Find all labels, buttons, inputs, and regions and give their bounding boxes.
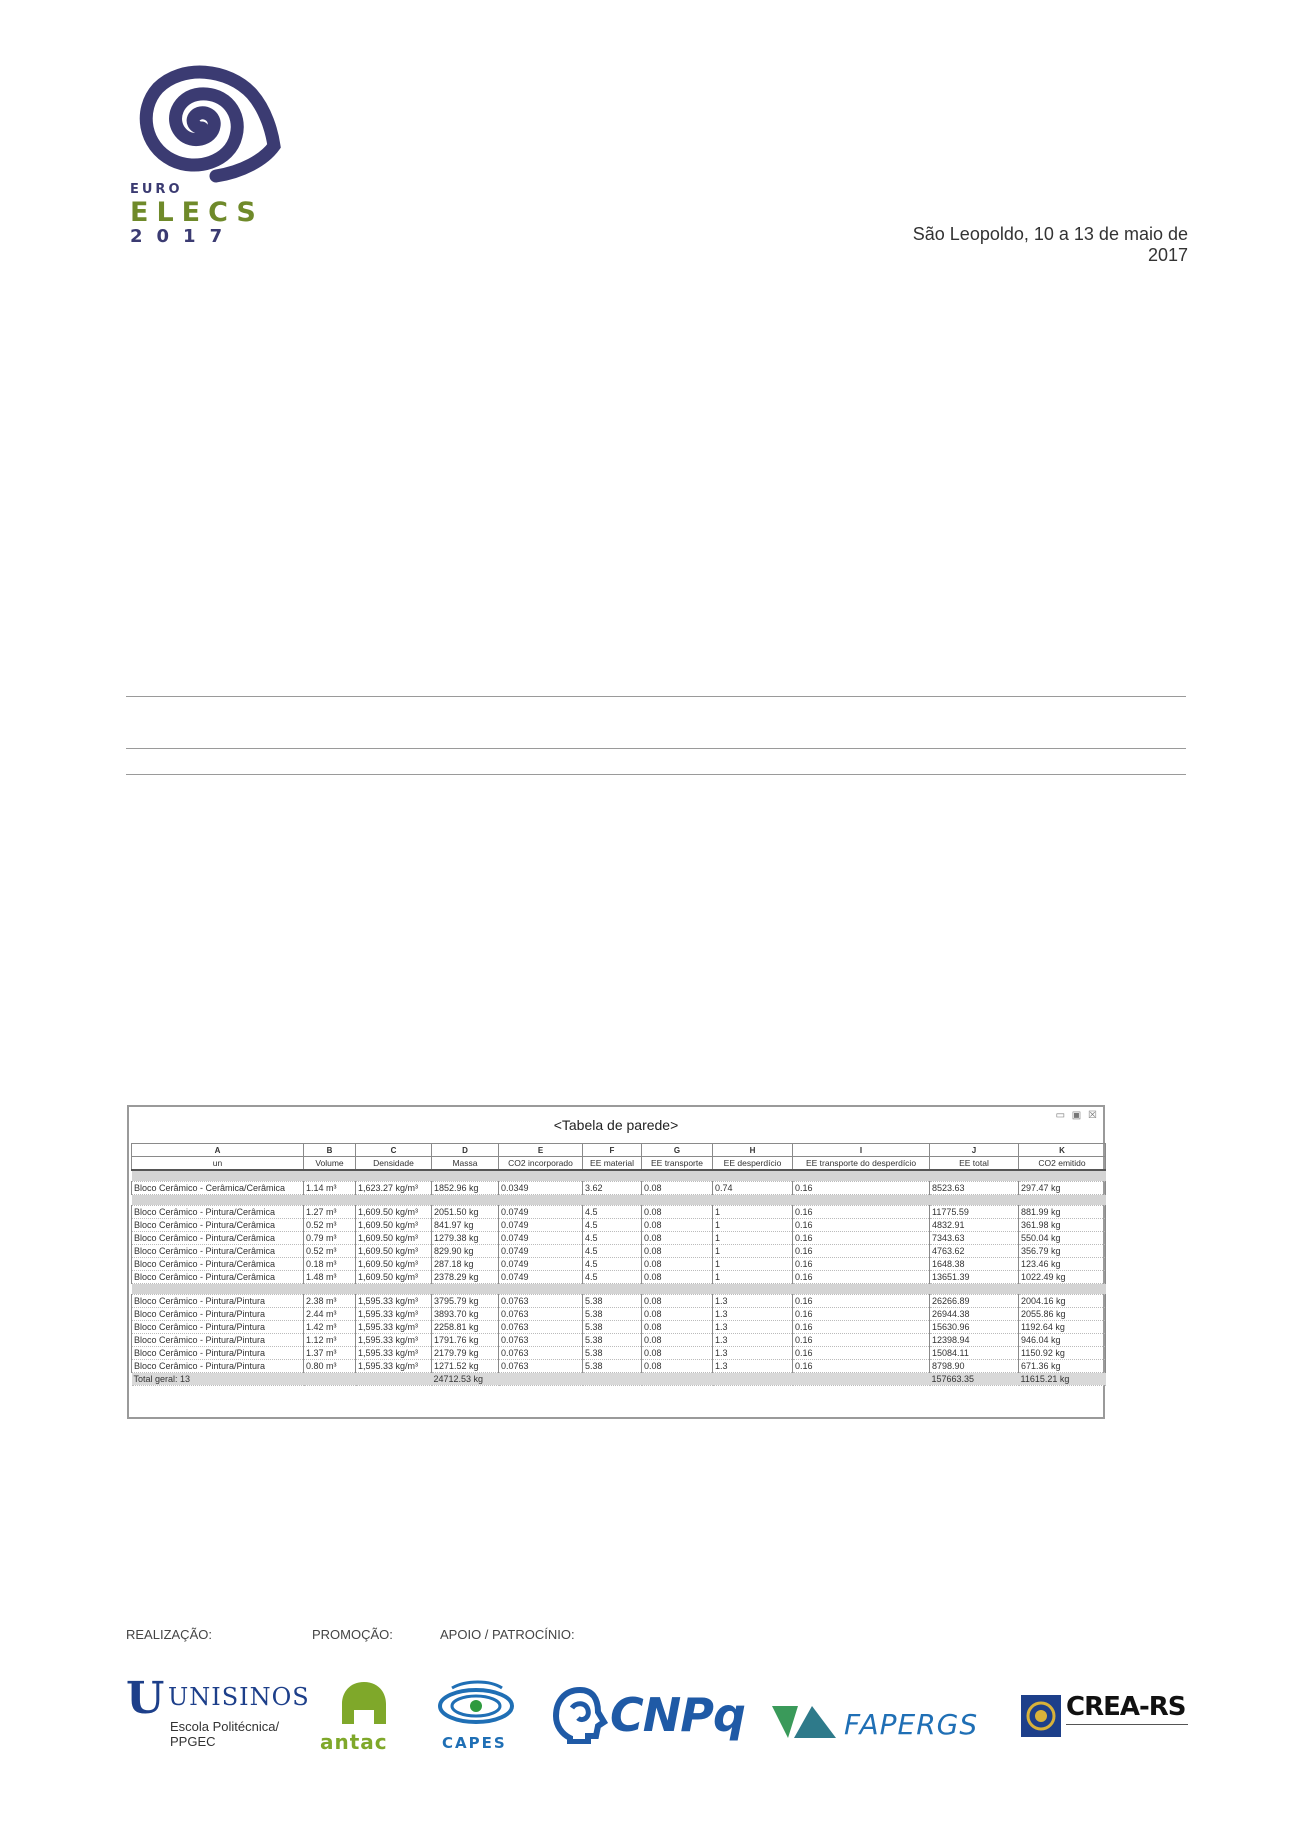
window-controls-icon[interactable]: ▭ ▣ ☒ <box>1055 1110 1099 1121</box>
table-cell: 1,609.50 kg/m³ <box>356 1219 432 1232</box>
table-cell: 0.08 <box>642 1334 713 1347</box>
column-letter: G <box>642 1144 713 1157</box>
table-cell: 2378.29 kg <box>432 1271 499 1284</box>
table-row <box>132 1347 1106 1360</box>
table-cell: 1,609.50 kg/m³ <box>356 1206 432 1219</box>
table-cell: 1 <box>713 1232 793 1245</box>
table-cell: 0.08 <box>642 1321 713 1334</box>
table-cell: 2258.81 kg <box>432 1321 499 1334</box>
column-letter: F <box>583 1144 642 1157</box>
group-separator-cell <box>132 1195 1106 1206</box>
table-cell: 3893.70 kg <box>432 1308 499 1321</box>
total-cell <box>499 1373 583 1386</box>
label-promocao: PROMOÇÃO: <box>312 1627 393 1642</box>
table-cell: 1.14 m³ <box>304 1182 356 1195</box>
table-cell: 0.16 <box>793 1245 930 1258</box>
table-cell: 4.5 <box>583 1271 642 1284</box>
group-separator-cell <box>132 1170 1106 1182</box>
table-cell: 1.3 <box>713 1334 793 1347</box>
table-cell: Bloco Cerâmico - Pintura/Cerâmica <box>132 1258 304 1271</box>
total-cell <box>713 1373 793 1386</box>
table-cell: 1 <box>713 1271 793 1284</box>
unisinos-mark: U <box>126 1673 165 1724</box>
table-cell: 0.08 <box>642 1360 713 1373</box>
unisinos-name: UNISINOS <box>168 1683 310 1711</box>
table-header <box>132 1144 1106 1171</box>
table-cell: 15084.11 <box>930 1347 1019 1360</box>
column-letter-row <box>132 1144 1106 1157</box>
column-header: EE total <box>930 1157 1019 1171</box>
table-cell: Bloco Cerâmico - Pintura/Cerâmica <box>132 1219 304 1232</box>
column-header: un <box>132 1157 304 1171</box>
unisinos-logo <box>126 1673 310 1749</box>
table-cell: 1.37 m³ <box>304 1347 356 1360</box>
column-letter: B <box>304 1144 356 1157</box>
column-letter: E <box>499 1144 583 1157</box>
table-cell: 0.16 <box>793 1219 930 1232</box>
total-cell: Total geral: 13 <box>132 1373 304 1386</box>
capes-eye-icon <box>436 1678 516 1732</box>
table-cell: 8523.63 <box>930 1182 1019 1195</box>
table-cell: 0.52 m³ <box>304 1245 356 1258</box>
table-row <box>132 1219 1106 1232</box>
table-cell: 0.08 <box>642 1258 713 1271</box>
table-cell: 0.0763 <box>499 1308 583 1321</box>
table-cell: 1.48 m³ <box>304 1271 356 1284</box>
table-cell: 0.0749 <box>499 1206 583 1219</box>
table-cell: 13651.39 <box>930 1271 1019 1284</box>
column-letter: C <box>356 1144 432 1157</box>
table-cell: 4.5 <box>583 1258 642 1271</box>
table-cell: 0.16 <box>793 1206 930 1219</box>
column-header: EE material <box>583 1157 642 1171</box>
table-row <box>132 1295 1106 1308</box>
table-body <box>132 1170 1106 1386</box>
table-row <box>132 1308 1106 1321</box>
column-name-row <box>132 1157 1106 1171</box>
capes-logo <box>436 1678 518 1752</box>
table-cell: Bloco Cerâmico - Pintura/Pintura <box>132 1321 304 1334</box>
table-cell: 1271.52 kg <box>432 1360 499 1373</box>
group-separator <box>132 1170 1106 1182</box>
table-cell: 1,609.50 kg/m³ <box>356 1232 432 1245</box>
table-cell: Bloco Cerâmico - Pintura/Cerâmica <box>132 1206 304 1219</box>
table-cell: 1,595.33 kg/m³ <box>356 1334 432 1347</box>
crea-tagline-rule <box>1066 1724 1188 1737</box>
table-cell: 1.12 m³ <box>304 1334 356 1347</box>
table-cell: Bloco Cerâmico - Pintura/Pintura <box>132 1308 304 1321</box>
column-header: EE transporte do desperdício <box>793 1157 930 1171</box>
table-cell: 0.16 <box>793 1321 930 1334</box>
table-cell: 0.08 <box>642 1206 713 1219</box>
logo-text-year: 2017 <box>130 226 237 247</box>
table-cell: 671.36 kg <box>1019 1360 1106 1373</box>
table-row <box>132 1360 1106 1373</box>
table-cell: 0.08 <box>642 1271 713 1284</box>
table-cell: 0.16 <box>793 1258 930 1271</box>
total-row <box>132 1373 1106 1386</box>
table-cell: 0.0763 <box>499 1360 583 1373</box>
schedule-title: <Tabela de parede> <box>553 1117 679 1133</box>
table-cell: 1.3 <box>713 1360 793 1373</box>
table-cell: 946.04 kg <box>1019 1334 1106 1347</box>
column-header: Massa <box>432 1157 499 1171</box>
table-cell: 1852.96 kg <box>432 1182 499 1195</box>
table-cell: 0.0749 <box>499 1258 583 1271</box>
table-cell: 1.3 <box>713 1295 793 1308</box>
total-cell: 157663.35 <box>930 1373 1019 1386</box>
table-cell: 0.80 m³ <box>304 1360 356 1373</box>
table-cell: 2.38 m³ <box>304 1295 356 1308</box>
table-cell: 1.3 <box>713 1321 793 1334</box>
table-cell: 881.99 kg <box>1019 1206 1106 1219</box>
group-separator <box>132 1195 1106 1206</box>
table-cell: Bloco Cerâmico - Pintura/Cerâmica <box>132 1245 304 1258</box>
table-row <box>132 1334 1106 1347</box>
table-row <box>132 1206 1106 1219</box>
table-cell: 0.08 <box>642 1245 713 1258</box>
table-cell: 0.79 m³ <box>304 1232 356 1245</box>
column-header: EE transporte <box>642 1157 713 1171</box>
column-letter: J <box>930 1144 1019 1157</box>
table-cell: 5.38 <box>583 1360 642 1373</box>
table-cell: 1.3 <box>713 1308 793 1321</box>
table-cell: 297.47 kg <box>1019 1182 1106 1195</box>
table-cell: 5.38 <box>583 1308 642 1321</box>
table-cell: 5.38 <box>583 1295 642 1308</box>
column-header: EE desperdício <box>713 1157 793 1171</box>
euroelecs-logo <box>124 60 284 250</box>
total-cell <box>642 1373 713 1386</box>
unisinos-subtitle: Escola Politécnica/ <box>170 1719 280 1734</box>
table-cell: 0.0763 <box>499 1321 583 1334</box>
table-cell: 26944.38 <box>930 1308 1019 1321</box>
table-cell: 12398.94 <box>930 1334 1019 1347</box>
table-cell: Bloco Cerâmico - Cerâmica/Cerâmica <box>132 1182 304 1195</box>
table-cell: 5.38 <box>583 1321 642 1334</box>
table-cell: 1 <box>713 1258 793 1271</box>
table-cell: 0.16 <box>793 1295 930 1308</box>
column-letter: I <box>793 1144 930 1157</box>
antac-wordmark: antac <box>320 1730 388 1754</box>
table-cell: 0.0763 <box>499 1334 583 1347</box>
table-cell: 4832.91 <box>930 1219 1019 1232</box>
schedule-window <box>127 1105 1105 1419</box>
wall-schedule-table <box>131 1143 1106 1386</box>
event-date-location: São Leopoldo, 10 a 13 de maio de 2017 <box>912 224 1188 265</box>
table-cell: 0.08 <box>642 1232 713 1245</box>
table-cell: 0.16 <box>793 1232 930 1245</box>
table-cell: 0.0749 <box>499 1245 583 1258</box>
table-cell: 0.08 <box>642 1347 713 1360</box>
horizontal-rule <box>126 748 1186 749</box>
table-cell: 1022.49 kg <box>1019 1271 1106 1284</box>
table-cell: Bloco Cerâmico - Pintura/Pintura <box>132 1295 304 1308</box>
crea-rs-logo <box>1020 1692 1190 1748</box>
total-cell <box>304 1373 356 1386</box>
table-row <box>132 1182 1106 1195</box>
spiral-logo-icon <box>124 60 284 185</box>
table-cell: 1 <box>713 1219 793 1232</box>
fapergs-logo <box>770 1700 990 1744</box>
table-cell: 0.08 <box>642 1219 713 1232</box>
table-cell: 0.52 m³ <box>304 1219 356 1232</box>
table-cell: 1,609.50 kg/m³ <box>356 1245 432 1258</box>
table-row <box>132 1321 1106 1334</box>
logo-text-euro: EURO <box>130 182 183 197</box>
table-cell: 2004.16 kg <box>1019 1295 1106 1308</box>
table-cell: Bloco Cerâmico - Pintura/Cerâmica <box>132 1232 304 1245</box>
table-cell: 1791.76 kg <box>432 1334 499 1347</box>
table-cell: 287.18 kg <box>432 1258 499 1271</box>
unisinos-subtitle-2: PPGEC <box>170 1734 216 1749</box>
table-cell: 1648.38 <box>930 1258 1019 1271</box>
table-cell: 0.0749 <box>499 1232 583 1245</box>
table-row <box>132 1245 1106 1258</box>
table-cell: Bloco Cerâmico - Pintura/Pintura <box>132 1347 304 1360</box>
table-cell: 0.0763 <box>499 1295 583 1308</box>
cnpq-head-icon <box>552 1686 608 1744</box>
table-cell: 1 <box>713 1206 793 1219</box>
column-header: CO2 incorporado <box>499 1157 583 1171</box>
table-cell: 0.18 m³ <box>304 1258 356 1271</box>
table-cell: 356.79 kg <box>1019 1245 1106 1258</box>
table-cell: 0.08 <box>642 1182 713 1195</box>
cnpq-logo <box>552 1686 745 1748</box>
table-cell: 0.16 <box>793 1334 930 1347</box>
table-cell: 1,595.33 kg/m³ <box>356 1360 432 1373</box>
table-cell: 0.08 <box>642 1295 713 1308</box>
total-cell <box>793 1373 930 1386</box>
table-cell: 4.5 <box>583 1232 642 1245</box>
column-letter: H <box>713 1144 793 1157</box>
table-row <box>132 1271 1106 1284</box>
group-separator-cell <box>132 1284 1106 1295</box>
crea-seal-icon <box>1020 1694 1062 1738</box>
table-cell: 1.27 m³ <box>304 1206 356 1219</box>
crea-wordmark: CREA-RS <box>1066 1692 1186 1722</box>
table-cell: 0.16 <box>793 1360 930 1373</box>
table-cell: 8798.90 <box>930 1360 1019 1373</box>
table-cell: 0.16 <box>793 1182 930 1195</box>
table-cell: 4.5 <box>583 1245 642 1258</box>
table-cell: 3795.79 kg <box>432 1295 499 1308</box>
group-separator <box>132 1284 1106 1295</box>
column-letter: D <box>432 1144 499 1157</box>
table-cell: 1,609.50 kg/m³ <box>356 1258 432 1271</box>
table-cell: 2179.79 kg <box>432 1347 499 1360</box>
table-cell: 1,623.27 kg/m³ <box>356 1182 432 1195</box>
total-cell: 24712.53 kg <box>432 1373 499 1386</box>
table-cell: 1 <box>713 1245 793 1258</box>
table-cell: 0.0763 <box>499 1347 583 1360</box>
table-cell: 0.16 <box>793 1347 930 1360</box>
table-cell: 5.38 <box>583 1347 642 1360</box>
total-cell <box>356 1373 432 1386</box>
table-cell: Bloco Cerâmico - Pintura/Pintura <box>132 1360 304 1373</box>
table-cell: 1,595.33 kg/m³ <box>356 1321 432 1334</box>
table-cell: 4.5 <box>583 1206 642 1219</box>
logo-text-elecs: ELECS <box>130 197 264 228</box>
label-apoio: APOIO / PATROCÍNIO: <box>440 1627 575 1642</box>
schedule-table-wrap <box>131 1143 1103 1386</box>
cnpq-wordmark: CNPq <box>610 1688 745 1742</box>
table-row <box>132 1232 1106 1245</box>
table-cell: Bloco Cerâmico - Pintura/Cerâmica <box>132 1271 304 1284</box>
table-cell: 4763.62 <box>930 1245 1019 1258</box>
table-cell: 7343.63 <box>930 1232 1019 1245</box>
table-cell: 0.0749 <box>499 1219 583 1232</box>
column-header: Volume <box>304 1157 356 1171</box>
table-cell: 0.0749 <box>499 1271 583 1284</box>
horizontal-rule <box>126 774 1186 775</box>
table-cell: 2051.50 kg <box>432 1206 499 1219</box>
table-cell: 123.46 kg <box>1019 1258 1106 1271</box>
column-header: CO2 emitido <box>1019 1157 1106 1171</box>
label-realizacao: REALIZAÇÃO: <box>126 1627 212 1642</box>
table-cell: 361.98 kg <box>1019 1219 1106 1232</box>
table-cell: 1.3 <box>713 1347 793 1360</box>
column-letter: K <box>1019 1144 1106 1157</box>
table-cell: 1192.64 kg <box>1019 1321 1106 1334</box>
table-cell: 3.62 <box>583 1182 642 1195</box>
table-cell: 11775.59 <box>930 1206 1019 1219</box>
table-cell: 0.74 <box>713 1182 793 1195</box>
table-cell: 5.38 <box>583 1334 642 1347</box>
capes-wordmark: CAPES <box>442 1734 507 1752</box>
horizontal-rule <box>126 696 1186 697</box>
antac-logo <box>318 1680 408 1752</box>
table-cell: 1279.38 kg <box>432 1232 499 1245</box>
antac-house-icon <box>334 1680 394 1728</box>
table-cell: 26266.89 <box>930 1295 1019 1308</box>
table-row <box>132 1258 1106 1271</box>
total-cell: 11615.21 kg <box>1019 1373 1106 1386</box>
table-cell: 0.16 <box>793 1271 930 1284</box>
table-cell: 15630.96 <box>930 1321 1019 1334</box>
table-cell: 0.0349 <box>499 1182 583 1195</box>
table-cell: 1,595.33 kg/m³ <box>356 1308 432 1321</box>
table-cell: 550.04 kg <box>1019 1232 1106 1245</box>
table-cell: 1,595.33 kg/m³ <box>356 1295 432 1308</box>
table-cell: 829.90 kg <box>432 1245 499 1258</box>
table-cell: 0.08 <box>642 1308 713 1321</box>
table-cell: 2.44 m³ <box>304 1308 356 1321</box>
table-cell: Bloco Cerâmico - Pintura/Pintura <box>132 1334 304 1347</box>
table-cell: 841.97 kg <box>432 1219 499 1232</box>
table-cell: 1,595.33 kg/m³ <box>356 1347 432 1360</box>
fapergs-triangle-icon <box>770 1702 838 1742</box>
total-cell <box>583 1373 642 1386</box>
table-cell: 1.42 m³ <box>304 1321 356 1334</box>
table-cell: 4.5 <box>583 1219 642 1232</box>
column-letter: A <box>132 1144 304 1157</box>
fapergs-wordmark: FAPERGS <box>844 1708 979 1741</box>
column-header: Densidade <box>356 1157 432 1171</box>
table-cell: 1150.92 kg <box>1019 1347 1106 1360</box>
table-cell: 1,609.50 kg/m³ <box>356 1271 432 1284</box>
table-cell: 0.16 <box>793 1308 930 1321</box>
table-cell: 2055.86 kg <box>1019 1308 1106 1321</box>
